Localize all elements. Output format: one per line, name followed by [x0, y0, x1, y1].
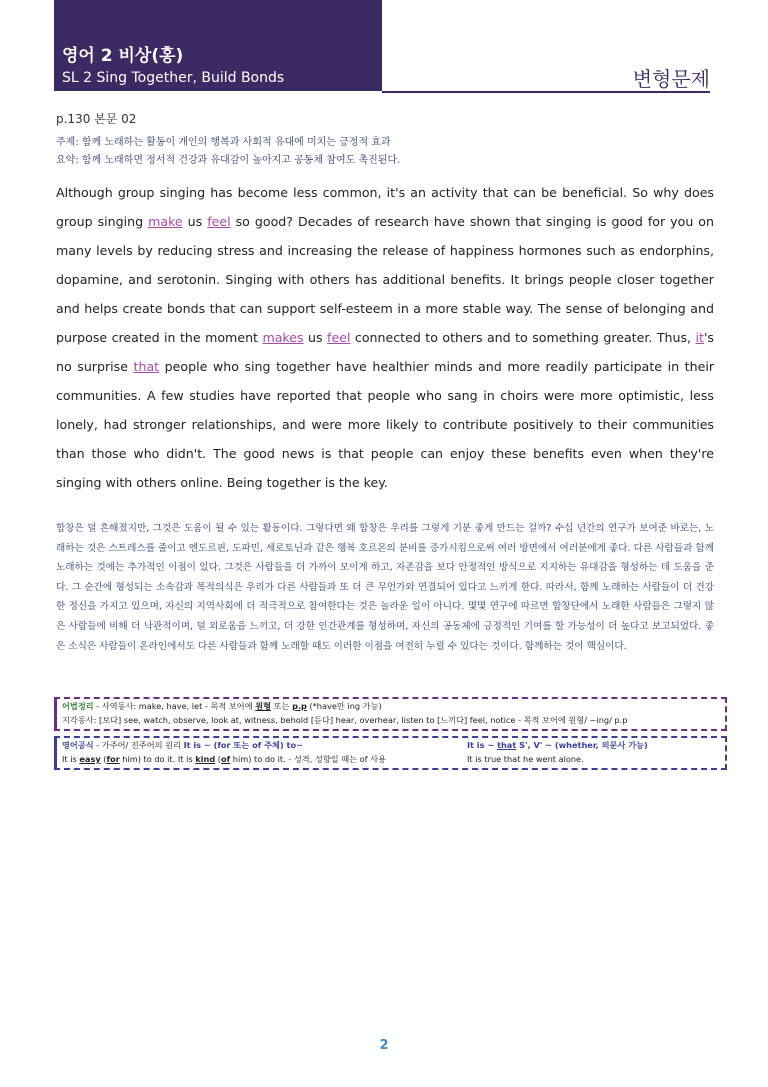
formula-emphasis: kind — [195, 754, 216, 764]
grammar-summary-box — [54, 697, 727, 731]
formula-right-line-1 — [467, 740, 648, 751]
formula-box — [54, 736, 727, 770]
highlight-word: it — [695, 330, 704, 345]
header-tag: 변형문제 — [632, 67, 710, 91]
passage-text: so good? Decades of research have shown that singing is good for you on many levels by reducing stress and increasing the release of happiness hormones such as endorphins, dopamine, and serotonin. Singing with others has additional benefits. It brings people closer together and helps create bonds that can support self-esteem in a more stable way. The sense of belonging and purpose created in the moment — [56, 214, 714, 345]
passage-text: us — [182, 214, 208, 229]
english-passage — [56, 178, 714, 497]
korean-translation: 합창은 덜 흔해졌지만, 그것은 도움이 될 수 있는 활동이다. 그렇다면 왜 합창은 우리를 그렇게 기분 좋게 만드는 걸까? 수십 년간의 연구가 보여준 바로는, 노래하는 것은 스트레스를 줄이고 엔도르핀, 도파민, 세로토닌과 같은 행복 호르몬의 분비를 증가시킴으로써 여러 방면에서 여러분에게 좋다. 다른 사람들과 함께 노래하는 것에는 추가적인 이점이 있다. 그것은 사람들을 더 가까이 모이게 하고, 자존감을 보다 안정적인 방식으로 지지하는 유대감을 형성하는 데 도움을 준다. 그 순간에 형성되는 소속감과 목적의식은 우리가 다른 사람들과 또 더 큰 무언가와 연결되어 있다고 느끼게 한다. 따라서, 함께 노래하는 사람들이 더 건강한 정신을 가지고 있으며, 자신의 지역사회에 더 적극적으로 참여한다는 것은 놀라운 일이 아니다. 몇몇 연구에 따르면 합창단에서 노래한 사람들은 그렇지 않은 사람들에 비해 더 낙관적이며, 덜 외로움을 느끼고, 더 강한 인간관계를 형성하며, 자신의 공동체에 긍정적인 기여를 할 가능성이 더 높다고 보고되었다. 좋은 소식은 사람들이 온라인에서도 다른 사람들과 함께 노래할 때도 이러한 이점을 여전히 누릴 수 있다는 것이다. 함께하는 것이 핵심이다. — [56, 523, 714, 652]
grammar-text: - 사역동사: make, have, let - 목적 보어에 — [93, 701, 256, 711]
formula-right-line-2: It is true that he went alone. — [467, 754, 584, 764]
highlight-word: feel — [327, 330, 351, 345]
header-title: 영어 2 비상(홍) — [62, 46, 184, 66]
formula-label: 영어공식 — [62, 740, 94, 750]
grammar-line-2: 지각동사: [보다] see, watch, observe, look at, witness, behold [듣다] hear, overhear, listen to [느끼다] feel, notice - 목적 보어에 원형/ ~ing/ p.p — [62, 715, 628, 725]
header-subtitle: SL 2 Sing Together, Build Bonds — [62, 70, 285, 86]
formula-emphasis: easy — [79, 754, 101, 764]
grammar-emphasis: p.p — [292, 701, 307, 711]
grammar-text: (*have만 ing 가능) — [306, 701, 382, 711]
grammar-text: 또는 — [271, 701, 293, 711]
passage-text: people who sing together have healthier minds and more readily participate in their communities. A few studies have reported that people who sang in choirs were more optimistic, less lonely, had stronger relationships, and were more likely to contribute positively to their communities than those who didn't. The good news is that people can enjoy these benefits even when they're singing with others online. Being together is the key. — [56, 359, 714, 490]
grammar-label: 어법정리 — [62, 701, 94, 711]
formula-line-1 — [62, 740, 303, 751]
grammar-line-1 — [62, 701, 382, 712]
formula-emphasis: of — [220, 754, 231, 764]
passage-text: Although group singing has become less common, it's an activity that can be beneficial. So why does group singing — [56, 185, 714, 229]
topic-line: 주제: 함께 노래하는 활동이 개인의 행복과 사회적 유대에 미치는 긍정적 효과 — [56, 137, 391, 148]
passage-text: us — [303, 330, 328, 345]
page-number: 2 — [379, 1038, 389, 1053]
formula-text: - 가주어/ 진주어의 원리 — [93, 740, 184, 750]
formula-text: It is — [62, 754, 80, 764]
passage-text: 's no surprise — [56, 330, 714, 374]
grammar-emphasis: 원형 — [255, 701, 272, 711]
highlight-word: make — [148, 214, 183, 229]
formula-rule: It is ~ — [467, 740, 498, 750]
highlight-word: makes — [262, 330, 304, 345]
formula-text: ( — [215, 754, 221, 764]
highlight-word: that — [133, 359, 160, 374]
formula-emphasis: for — [106, 754, 120, 764]
formula-text: him) to do it. It is — [119, 754, 196, 764]
formula-text: him) to do it. - 성격, 성향일 때는 of 사용 — [230, 754, 386, 764]
summary-line: 요약: 함께 노래하면 정서적 건강과 유대감이 높아지고 공동체 참여도 촉진된다. — [56, 155, 401, 166]
formula-emphasis: that — [497, 740, 517, 750]
formula-rule: It is ~ (for 또는 of 주체) to~ — [183, 740, 303, 750]
formula-text: ( — [100, 754, 107, 764]
formula-rule: S', V' ~ (whether, 의문사 가능) — [516, 740, 648, 750]
highlight-word: feel — [207, 214, 231, 229]
passage-text: connected to others and to something greater. Thus, — [350, 330, 696, 345]
formula-line-2 — [62, 754, 386, 765]
page-reference: p.130 본문 02 — [56, 112, 137, 126]
header-rule — [382, 91, 710, 93]
